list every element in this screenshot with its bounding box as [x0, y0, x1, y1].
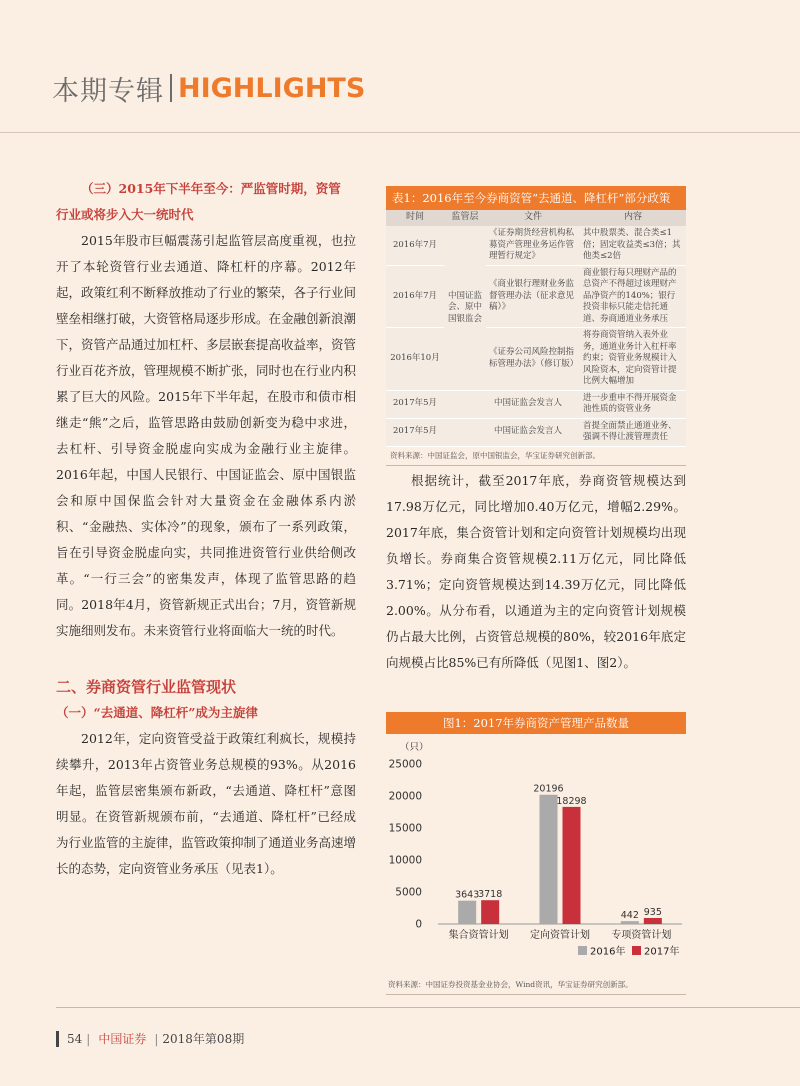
cell-time: 2016年7月	[386, 265, 444, 328]
cell-time: 2017年5月	[386, 390, 444, 418]
x-tick-label: 定向资管计划	[530, 930, 590, 941]
cell-time: 2017年5月	[386, 418, 444, 446]
table-row	[386, 226, 686, 265]
paragraph-3: 根据统计，截至2017年底，券商资管规模达到17.98万亿元，同比增加0.40万亿元，增幅2.29%。2017年底，集合资管计划和定向资管计划规模均出现负增长。券商集合资管规模2.11万亿元，同比降低3.71%；定向资管规模达到14.39万亿元，同比降低2.00%。从分布看，以通道为主的定向资管计划规模仍占最大比例，占资管总规模的80%，较2016年底定向规模占比85%已有所降低（见图1、图2）。	[386, 473, 686, 670]
y-tick-label: 20000	[388, 790, 422, 803]
table-row	[386, 390, 686, 418]
th-time: 时间	[386, 210, 444, 226]
page-header	[52, 70, 365, 106]
subsection1-title: （一）“去通道、降杠杆”成为主旋律	[56, 705, 258, 720]
right-text	[386, 468, 686, 676]
data-label: 18298	[556, 795, 587, 807]
bar	[481, 900, 499, 924]
cell-time: 2016年7月	[386, 226, 444, 265]
y-axis-label: （只）	[400, 742, 429, 753]
policy-table	[386, 210, 686, 447]
footer-sep: |	[86, 1031, 91, 1046]
cell-doc: 中国证监会发言人	[444, 418, 580, 446]
section3-title-line2: 行业或将步入大一统时代	[56, 207, 194, 222]
bar	[458, 901, 476, 924]
cell-content: 进一步重申不得开展资金池性质的资管业务	[580, 390, 686, 418]
cell-time: 2016年10月	[386, 328, 444, 391]
y-tick-label: 15000	[388, 822, 422, 835]
legend-label: 2016年	[590, 946, 626, 958]
data-label: 442	[620, 910, 639, 922]
header-rule	[0, 132, 800, 133]
magazine-name: 中国证券	[98, 1032, 147, 1046]
data-label: 20196	[533, 783, 564, 795]
y-tick-label: 10000	[388, 854, 422, 867]
th-doc: 文件	[486, 210, 580, 226]
table-row	[386, 418, 686, 446]
bar	[540, 795, 558, 924]
cell-doc: 中国证监会发言人	[444, 390, 580, 418]
y-tick-label: 25000	[388, 758, 422, 771]
bar	[563, 807, 581, 924]
issue-number: 2018年第08期	[162, 1032, 245, 1046]
footer-sep: |	[154, 1031, 159, 1046]
bar-chart	[386, 734, 686, 972]
table-block	[386, 186, 686, 466]
page-footer	[56, 1030, 244, 1047]
column-title-en: HIGHLIGHTS	[178, 72, 366, 104]
legend-swatch	[632, 946, 641, 955]
cell-content: 首提全面禁止通道业务、强调不得让渡管理责任	[580, 418, 686, 446]
cell-doc: 《商业银行理财业务监督管理办法（征求意见稿）》	[486, 265, 580, 328]
y-tick-label: 0	[415, 918, 422, 931]
table-row	[386, 265, 686, 328]
th-regulator: 监管层	[444, 210, 486, 226]
data-label: 3643	[455, 889, 480, 901]
page-number: 54	[67, 1031, 83, 1046]
bar	[644, 918, 662, 924]
header-divider	[170, 74, 172, 102]
chart-block	[386, 712, 686, 995]
cell-content: 其中股票类、混合类≤1倍；固定收益类≤3倍；其他类≤2倍	[580, 226, 686, 265]
table-title: 表1：2016年至今券商资管“去通道、降杠杆”部分政策	[386, 186, 686, 210]
paragraph-1: 2015年股市巨幅震荡引起监管层高度重视，也拉开了本轮资管行业去通道、降杠杆的序幕。2012年起，政策红利不断释放推动了行业的繁荣，各子行业间壁垒相继打破，大资管格局逐步形成。在金融创新浪潮下，资管产品通过加杠杆、多层嵌套提高收益率，资管行业百花齐放，管理规模不断扩张，同时也在行业内积累了巨大的风险。2015年下半年起，在股市和债市相继走“熊”之后，监管思路由鼓励创新变为稳中求进，去杠杆、引导资金脱虚向实成为金融行业主旋律。2016年起，中国人民银行、中国证监会、原中国银监会和原中国保监会针对大量资金在金融体系内淤积、“金融热、实体冷”的现象，颁布了一系列政策，旨在引导资金脱虚向实，共同推进资管行业供给侧改革。“一行三会”的密集发声，体现了监管思路的趋同。2018年4月，资管新规正式出台；7月，资管新规实施细则发布。未来资管行业将面临大一统的时代。	[56, 233, 357, 638]
left-column	[56, 176, 356, 882]
column-title-cn: 本期专辑	[52, 75, 164, 107]
cell-content: 商业银行每只理财产品的总资产不得超过该理财产品净资产的140%；银行投资非标只能走信托通道、券商通道业务承压	[580, 265, 686, 328]
cell-doc: 《证券期货经营机构私募资产管理业务运作管理暂行规定》	[486, 226, 580, 265]
cell-content: 将券商资管纳入表外业务，通道业务计入杠杆率约束；资管业务规模计入风险资本，定向资管计提比例大幅增加	[580, 328, 686, 391]
data-label: 3718	[478, 889, 503, 901]
x-tick-label: 集合资管计划	[448, 930, 509, 941]
chart-title: 图1：2017年券商资产管理产品数量	[386, 712, 686, 734]
section2-title: 二、券商资管行业监管现状	[56, 678, 237, 696]
legend-label: 2017年	[644, 946, 680, 958]
th-content: 内容	[580, 210, 686, 226]
x-tick-label: 专项资管计划	[611, 930, 672, 941]
data-label: 935	[643, 907, 662, 919]
bar	[621, 921, 639, 924]
legend-swatch	[578, 946, 587, 955]
section3-title	[56, 176, 356, 202]
cell-doc: 《证券公司风险控制指标管理办法》（修订版）	[486, 328, 580, 391]
footer-rule	[56, 1007, 800, 1008]
footer-bar	[56, 1031, 59, 1047]
cell-regulator: 中国证监会、原中国银监会	[444, 226, 486, 390]
table-source: 资料来源：中国证监会，原中国银监会，华宝证券研究创新部。	[386, 447, 686, 466]
paragraph-2: 2012年，定向资管受益于政策红利疯长，规模持续攀升，2013年占资管业务总规模的93%。从2016年起，监管层密集颁布新政，“去通道、降杠杆”意图明显。在资管新规颁布前，“去通道、降杠杆”已经成为行业监管的主旋律，监管政策抑制了通道业务高速增长的态势，定向资管业务承压（见表1）。	[56, 731, 357, 876]
chart-source: 资料来源：中国证券投资基金业协会，Wind资讯，华宝证券研究创新部。	[386, 976, 686, 995]
table-row	[386, 328, 686, 391]
section3-title-line1: （三）2015年下半年至今：严监管时期，资管	[81, 181, 341, 196]
y-tick-label: 5000	[395, 886, 422, 899]
